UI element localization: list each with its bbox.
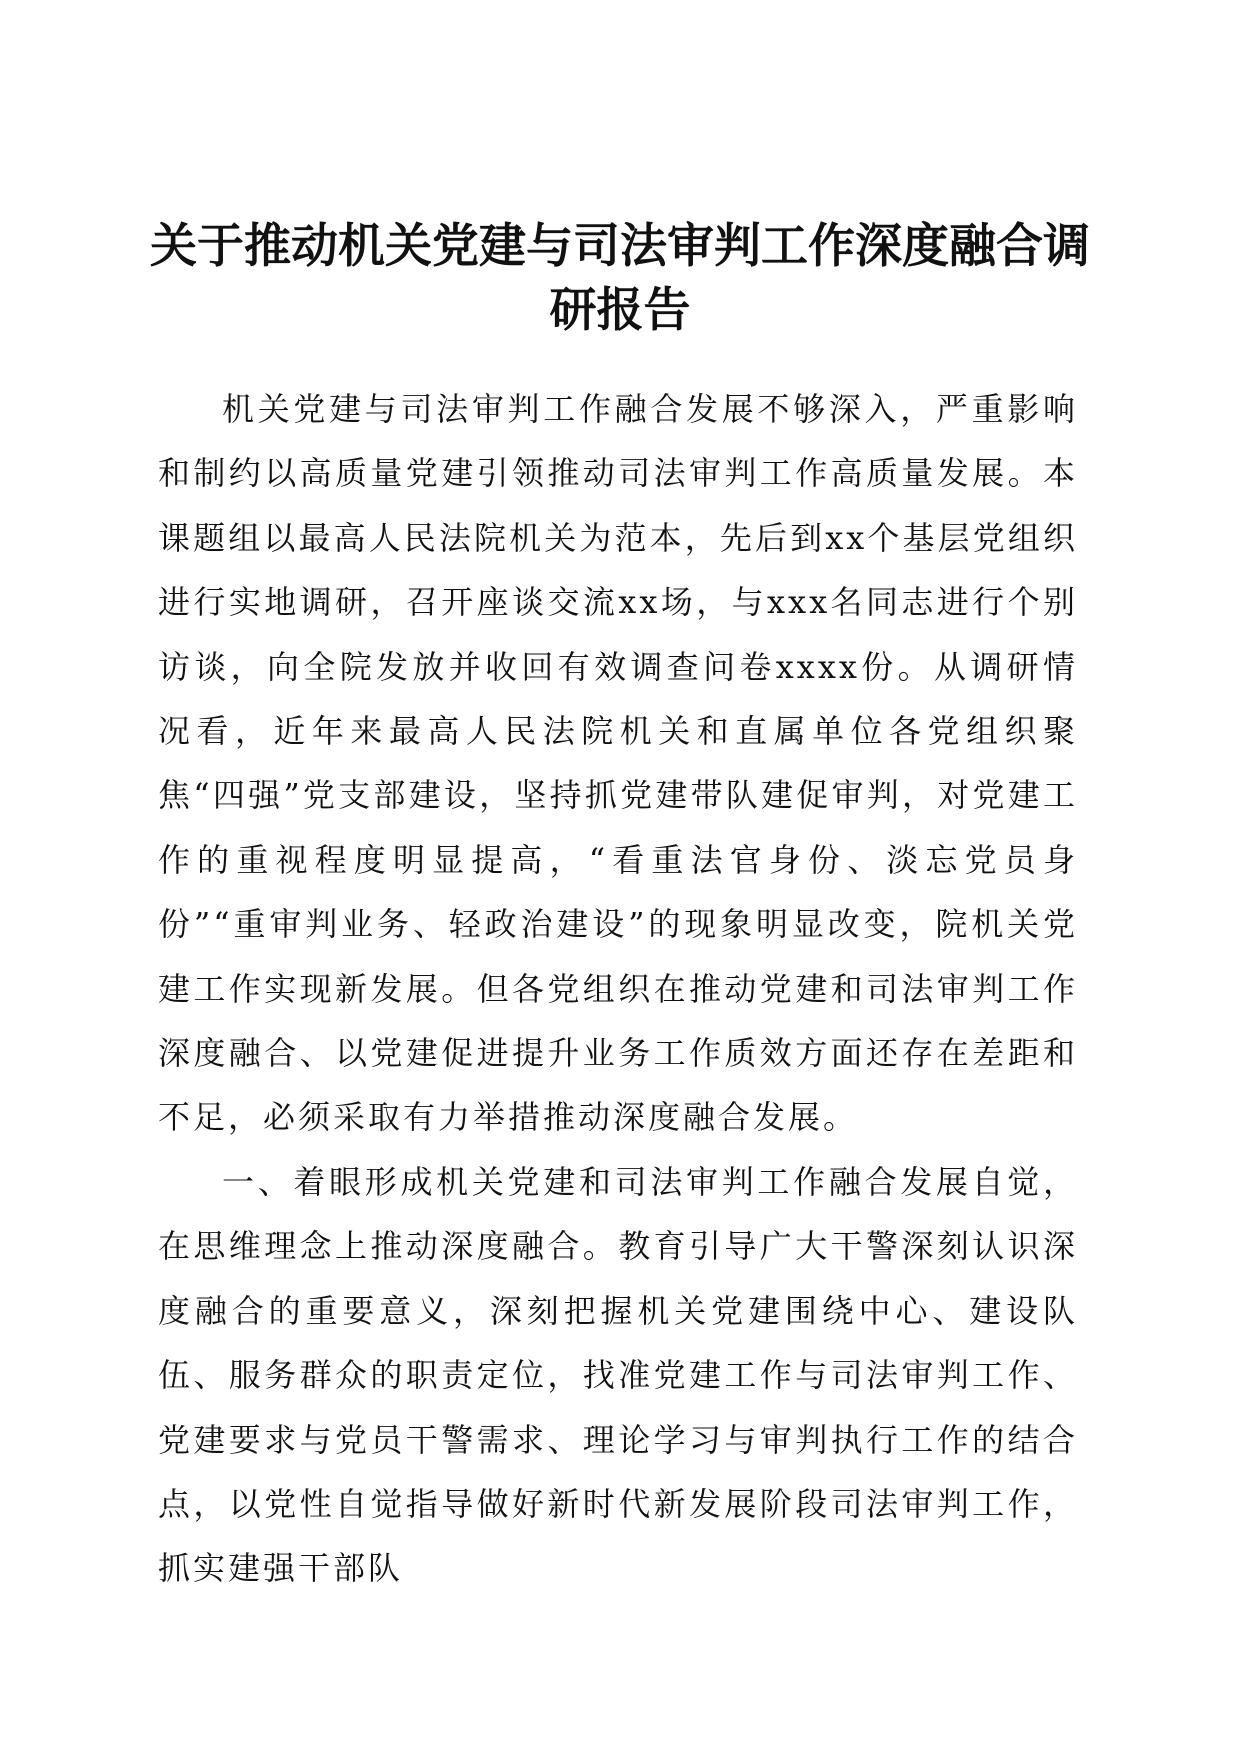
paragraph-intro: 机关党建与司法审判工作融合发展不够深入，严重影响和制约以高质量党建引领推动司法审判工作高质量发展。本课题组以最高人民法院机关为范本，先后到xx个基层党组织进行实地调研，召开座谈交流xx场，与xxx名同志进行个别访谈，向全院发放并收回有效调查问卷xxxx份。从调研情况看，近年来最高人民法院机关和直属单位各党组织聚焦“四强”党支部建设，坚持抓党建带队建促审判，对党建工作的重视程度明显提高，“看重法官身份、淡忘党员身份”“重审判业务、轻政治建设”的现象明显改变，院机关党建工作实现新发展。但各党组织在推动党建和司法审判工作深度融合、以党建促进提升业务工作质效方面还存在差距和不足，必须采取有力举措推动深度融合发展。: [158, 390, 1078, 1137]
document-title: 关于推动机关党建与司法审判工作深度融合调研报告: [150, 219, 1090, 338]
document-body: [158, 377, 1078, 1601]
paragraph-section-one: 一、着眼形成机关党建和司法审判工作融合发展自觉，在思维理念上推动深度融合。教育引导广大干警深刻认识深度融合的重要意义，深刻把握机关党建围绕中心、建设队伍、服务群众的职责定位，找准党建工作与司法审判工作、党建要求与党员干警需求、理论学习与审判执行工作的结合点，以党性自觉指导做好新时代新发展阶段司法审判工作，抓实建强干部队: [158, 1162, 1078, 1588]
